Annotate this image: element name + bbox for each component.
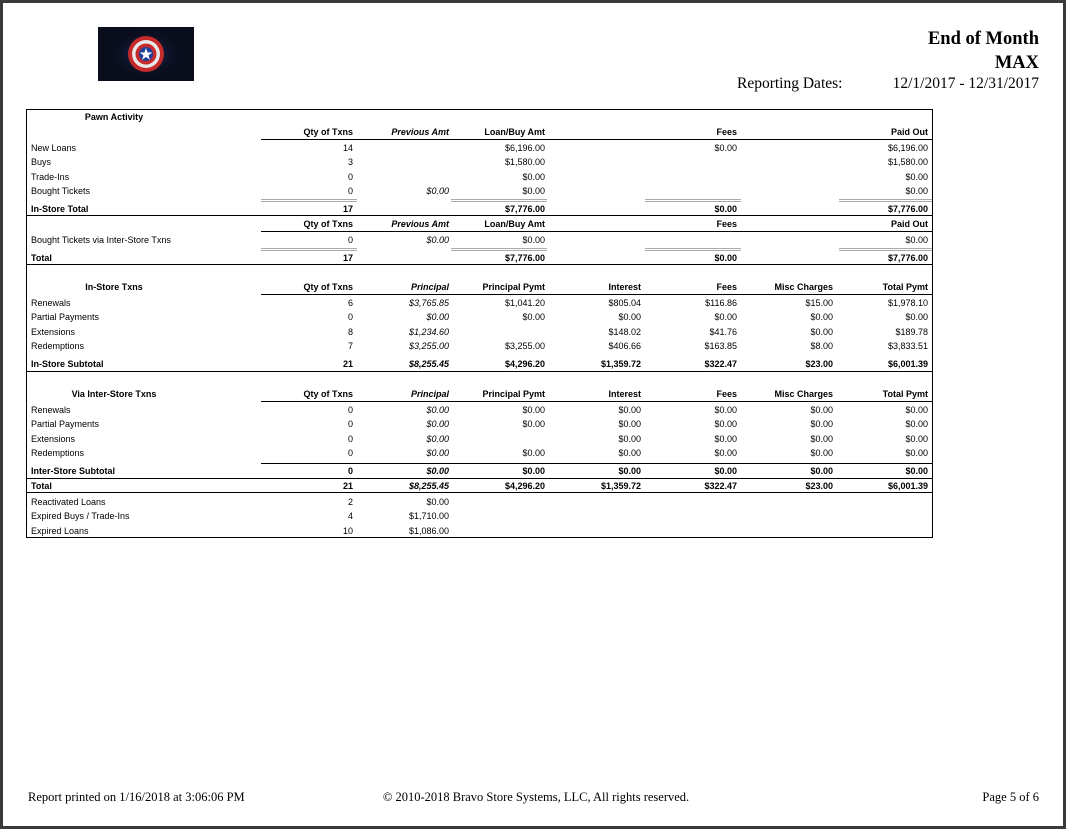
table-cell-1: 0 xyxy=(347,235,353,245)
col-header-3: Loan/Buy Amt xyxy=(484,219,545,229)
pawn-column-headers-2 xyxy=(27,217,932,231)
instore-row xyxy=(27,310,932,324)
table-cell-5: $0.00 xyxy=(905,235,928,245)
section-separator xyxy=(27,215,932,216)
misc-row xyxy=(27,524,932,538)
table-cell-6: $0.00 xyxy=(810,447,833,458)
table-cell-7: $0.00 xyxy=(905,405,928,415)
instore-title xyxy=(27,280,932,294)
table-cell-7: $6,001.39 xyxy=(887,481,928,491)
pawn-activity-title-label: Pawn Activity xyxy=(84,112,144,122)
table-cell-1: 0 xyxy=(347,171,353,182)
table-cell-5: $1,580.00 xyxy=(887,157,928,168)
table-cell-7: $1,978.10 xyxy=(887,298,928,308)
table-cell-1: 10 xyxy=(342,525,353,536)
table-cell-6: $15.00 xyxy=(805,298,833,308)
table-cell-0: Reactivated Loans xyxy=(31,497,106,507)
table-cell-0: Partial Payments xyxy=(31,312,100,323)
table-cell-1: 4 xyxy=(347,511,353,522)
table-cell-5: $0.00 xyxy=(714,447,737,458)
table-cell-4: $1,359.72 xyxy=(600,359,641,369)
header-underline xyxy=(261,294,932,295)
table-cell-6: $23.00 xyxy=(805,481,833,491)
section-separator xyxy=(27,371,932,372)
copyright-notice: © 2010-2018 Bravo Store Systems, LLC, All rights reserved. xyxy=(382,790,690,804)
pawn-inter-row xyxy=(27,233,932,247)
table-cell-1: 21 xyxy=(342,359,353,369)
report-total xyxy=(27,479,932,493)
table-cell-4: $0.00 xyxy=(618,466,641,476)
page-number: Page 5 of 6 xyxy=(982,790,1039,804)
table-cell-0: Bought Tickets via Inter-Store Txns xyxy=(31,235,171,245)
table-cell-3: $0.00 xyxy=(522,447,545,458)
table-cell-2: $0.00 xyxy=(426,405,449,415)
table-cell-6: $8.00 xyxy=(810,340,833,351)
table-cell-4: $0.00 xyxy=(714,204,737,214)
col-header-3: Loan/Buy Amt xyxy=(484,127,545,137)
table-cell-5: $322.47 xyxy=(704,359,737,369)
table-cell-0: Partial Payments xyxy=(31,419,100,430)
table-cell-1: 0 xyxy=(347,447,353,458)
instore-subtotal xyxy=(27,357,932,371)
table-cell-3: $0.00 xyxy=(522,405,545,415)
table-cell-3: $0.00 xyxy=(522,171,545,182)
pawn-column-headers xyxy=(27,125,932,139)
table-cell-4: $0.00 xyxy=(618,433,641,444)
table-cell-0: Bought Tickets xyxy=(31,185,91,196)
table-cell-7: $0.00 xyxy=(905,312,928,323)
table-cell-5: $116.86 xyxy=(705,298,737,308)
reporting-dates-range: 12/1/2017 - 12/31/2017 xyxy=(892,75,1039,92)
col-header-7: Total Pymt xyxy=(882,282,928,292)
table-cell-0: In-Store Total xyxy=(31,204,89,214)
table-cell-3: $4,296.20 xyxy=(504,481,545,491)
table-cell-1: 0 xyxy=(347,185,353,196)
table-cell-1: 17 xyxy=(342,204,353,214)
interstore-row xyxy=(27,432,932,446)
pawn-activity-title xyxy=(27,110,932,124)
col-header-2: Previous Amt xyxy=(391,127,449,137)
table-cell-0: New Loans xyxy=(31,143,77,153)
table-cell-2: $0.00 xyxy=(426,185,449,196)
table-cell-3: $4,296.20 xyxy=(504,359,545,369)
table-cell-7: $6,001.39 xyxy=(887,359,928,369)
report-table xyxy=(26,109,933,538)
table-cell-1: 17 xyxy=(342,253,353,263)
col-header-4: Fees xyxy=(716,127,737,137)
col-header-1: Qty of Txns xyxy=(303,282,353,292)
table-cell-0: Total xyxy=(31,481,52,491)
table-cell-2: $1,086.00 xyxy=(408,525,449,536)
store-name: MAX xyxy=(994,53,1039,73)
table-cell-5: $0.00 xyxy=(714,433,737,444)
table-cell-2: $8,255.45 xyxy=(408,359,449,369)
col-header-1: Qty of Txns xyxy=(303,389,353,399)
col-header-2: Principal xyxy=(410,282,449,292)
table-cell-4: $0.00 xyxy=(714,143,737,153)
table-cell-2: $0.00 xyxy=(426,466,449,476)
table-cell-7: $0.00 xyxy=(905,466,928,476)
table-cell-0: Redemptions xyxy=(31,340,85,351)
pawn-row xyxy=(27,141,932,155)
table-cell-5: $322.47 xyxy=(704,481,737,491)
pawn-row xyxy=(27,170,932,184)
col-header-4: Interest xyxy=(608,282,641,292)
table-cell-2: $1,234.60 xyxy=(408,326,449,337)
table-cell-0: Renewals xyxy=(31,298,71,308)
table-cell-0: Redemptions xyxy=(31,447,85,458)
header-underline xyxy=(261,401,932,402)
pawn-row xyxy=(27,184,932,198)
table-cell-3: $3,255.00 xyxy=(504,340,545,351)
table-cell-2: $0.00 xyxy=(426,419,449,430)
table-cell-7: $189.78 xyxy=(895,326,928,337)
captain-shield-icon xyxy=(98,27,194,81)
table-cell-3: $7,776.00 xyxy=(504,204,545,214)
table-cell-1: 0 xyxy=(347,433,353,444)
instore-row xyxy=(27,296,932,310)
col-header-5: Paid Out xyxy=(890,219,928,229)
col-header-1: Qty of Txns xyxy=(303,127,353,137)
table-cell-5: $0.00 xyxy=(905,171,928,182)
table-cell-5: $0.00 xyxy=(714,419,737,430)
table-cell-5: $0.00 xyxy=(714,312,737,323)
table-cell-1: 0 xyxy=(347,466,353,476)
table-cell-1: 0 xyxy=(347,419,353,430)
section-separator xyxy=(27,492,932,493)
col-header-2: Principal xyxy=(410,389,449,399)
table-cell-3: $6,196.00 xyxy=(504,143,545,153)
table-cell-2: $0.00 xyxy=(426,497,449,507)
table-cell-5: $0.00 xyxy=(714,466,737,476)
table-cell-0: In-Store Subtotal xyxy=(31,359,104,369)
col-header-4: Fees xyxy=(716,219,737,229)
instore-title-label: In-Store Txns xyxy=(85,282,143,292)
table-cell-6: $0.00 xyxy=(810,405,833,415)
col-header-6: Misc Charges xyxy=(774,282,833,292)
table-cell-1: 3 xyxy=(347,157,353,168)
table-cell-2: $3,255.00 xyxy=(408,340,449,351)
section-separator xyxy=(27,264,932,265)
report-title: End of Month xyxy=(927,29,1039,49)
instore-row xyxy=(27,325,932,339)
table-cell-1: 21 xyxy=(342,481,353,491)
table-cell-4: $0.00 xyxy=(714,253,737,263)
table-cell-0: Buys xyxy=(31,157,52,168)
table-cell-4: $148.02 xyxy=(608,326,641,337)
table-cell-3: $7,776.00 xyxy=(504,253,545,263)
table-cell-5: $41.76 xyxy=(709,326,737,337)
col-header-4: Interest xyxy=(608,389,641,399)
interstore-subtotal xyxy=(27,464,932,478)
table-cell-4: $0.00 xyxy=(618,312,641,323)
table-cell-3: $0.00 xyxy=(522,312,545,323)
misc-row xyxy=(27,509,932,523)
table-cell-1: 14 xyxy=(342,143,353,153)
table-cell-7: $3,833.51 xyxy=(887,340,928,351)
table-cell-5: $7,776.00 xyxy=(887,253,928,263)
table-cell-1: 7 xyxy=(347,340,353,351)
col-header-1: Qty of Txns xyxy=(303,219,353,229)
table-cell-0: Total xyxy=(31,253,52,263)
table-cell-6: $0.00 xyxy=(810,433,833,444)
table-cell-4: $1,359.72 xyxy=(600,481,641,491)
interstore-row xyxy=(27,417,932,431)
header-underline xyxy=(261,231,932,232)
table-cell-6: $23.00 xyxy=(805,359,833,369)
table-cell-0: Extensions xyxy=(31,433,76,444)
col-header-7: Total Pymt xyxy=(882,389,928,399)
company-logo xyxy=(98,27,194,81)
table-cell-5: $163.85 xyxy=(704,340,737,351)
table-cell-3: $0.00 xyxy=(522,466,545,476)
table-cell-1: 2 xyxy=(347,497,353,507)
instore-row xyxy=(27,339,932,353)
table-cell-1: 0 xyxy=(347,405,353,415)
table-cell-6: $0.00 xyxy=(810,312,833,323)
table-cell-2: $0.00 xyxy=(426,312,449,323)
table-cell-0: Inter-Store Subtotal xyxy=(31,466,116,476)
header-underline xyxy=(261,139,932,140)
table-cell-2: $0.00 xyxy=(426,447,449,458)
table-cell-5: $6,196.00 xyxy=(887,143,928,153)
reporting-dates-label: Reporting Dates: xyxy=(737,75,843,92)
report-title-block xyxy=(928,27,1039,75)
table-cell-3: $1,580.00 xyxy=(504,157,545,168)
table-cell-3: $0.00 xyxy=(522,185,545,196)
table-cell-1: 6 xyxy=(347,298,353,308)
table-cell-2: $8,255.45 xyxy=(408,481,449,491)
table-cell-2: $0.00 xyxy=(426,235,449,245)
table-cell-1: 8 xyxy=(347,326,353,337)
table-cell-0: Expired Buys / Trade-Ins xyxy=(31,511,130,522)
table-cell-3: $0.00 xyxy=(522,419,545,430)
col-header-6: Misc Charges xyxy=(774,389,833,399)
table-cell-2: $0.00 xyxy=(426,433,449,444)
pawn-grand-total xyxy=(27,251,932,265)
pawn-instore-total xyxy=(27,202,932,216)
table-cell-6: $0.00 xyxy=(810,466,833,476)
table-cell-4: $0.00 xyxy=(618,419,641,430)
interstore-title-label: Via Inter-Store Txns xyxy=(71,389,157,399)
table-cell-3: $0.00 xyxy=(522,235,545,245)
printed-timestamp: Report printed on 1/16/2018 at 3:06:06 PM xyxy=(28,790,245,804)
table-cell-2: $1,710.00 xyxy=(408,511,449,522)
table-cell-5: $0.00 xyxy=(714,405,737,415)
table-cell-0: Trade-Ins xyxy=(31,171,70,182)
col-header-5: Fees xyxy=(716,389,737,399)
col-header-3: Principal Pymt xyxy=(482,282,545,292)
interstore-title xyxy=(27,387,932,401)
table-cell-6: $0.00 xyxy=(810,419,833,430)
misc-row xyxy=(27,495,932,509)
table-cell-2: $3,765.85 xyxy=(408,298,449,308)
table-cell-5: $7,776.00 xyxy=(887,204,928,214)
interstore-row xyxy=(27,403,932,417)
interstore-row xyxy=(27,446,932,460)
table-cell-7: $0.00 xyxy=(905,419,928,430)
col-header-5: Fees xyxy=(716,282,737,292)
col-header-3: Principal Pymt xyxy=(482,389,545,399)
table-cell-1: 0 xyxy=(347,312,353,323)
pawn-row xyxy=(27,155,932,169)
table-cell-7: $0.00 xyxy=(905,433,928,444)
table-cell-4: $0.00 xyxy=(618,405,641,415)
table-cell-4: $406.66 xyxy=(608,340,641,351)
col-header-5: Paid Out xyxy=(890,127,928,137)
table-cell-3: $1,041.20 xyxy=(504,298,545,308)
table-cell-5: $0.00 xyxy=(905,185,928,196)
table-cell-0: Extensions xyxy=(31,326,76,337)
table-cell-7: $0.00 xyxy=(905,447,928,458)
col-header-2: Previous Amt xyxy=(391,219,449,229)
table-cell-4: $805.04 xyxy=(608,298,641,308)
table-cell-0: Expired Loans xyxy=(31,525,89,536)
table-cell-4: $0.00 xyxy=(618,447,641,458)
table-cell-6: $0.00 xyxy=(810,326,833,337)
table-cell-0: Renewals xyxy=(31,405,71,415)
